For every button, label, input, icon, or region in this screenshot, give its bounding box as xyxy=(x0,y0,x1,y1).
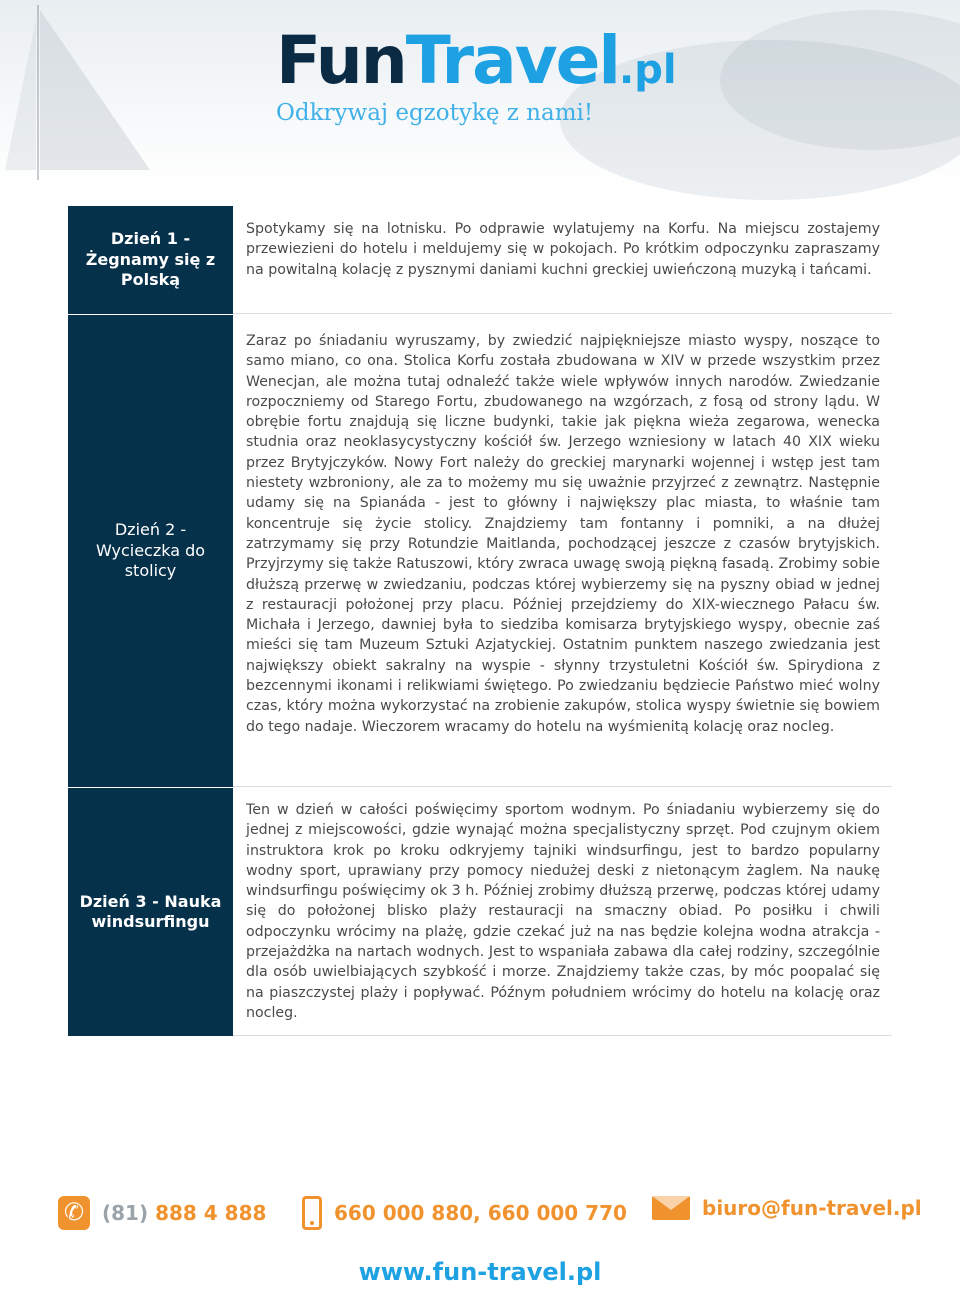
day-title: Dzień 2 - Wycieczka do stolicy xyxy=(68,315,233,787)
itinerary-row-day-2 xyxy=(68,314,892,787)
day-description xyxy=(233,315,892,787)
day-description-text: Ten w dzień w całości poświęcimy sportom wodnym. Po śniadaniu wybierzemy się do jednej z miejscowości, gdzie wynająć można specjalistyczny sprzęt. Pod czujnym okiem instruktora krok po kroku odkryjemy tajniki windsurfingu, jest to bardzo popularny wodny sport, uprawiany przy pomocy niedużej deski z nietonącym żaglem. Na naukę windsurfingu poświęcimy ok 3 h. Później zrobimy dłuższą przerwę, podczas której udamy się do położonej blisko plaży restauracji na smaczny obiad. Po posiłku i chwili odpoczynku wrócimy na plażę, gdzie czekać już na nas będzie kolejna wodna atrakcja - przejażdżka na nartach wodnych. Jest to wspaniała zabawa dla całej rodziny, szczególnie dla osób uwielbiających szybkość i morze. Znajdziemy także czas, by móc poopalać się na piaszczystej plaży i popływać. Późnym południem wrócimy do hotelu na kolację oraz nocleg. xyxy=(246,802,880,1021)
logo-fun: Fun xyxy=(276,22,406,99)
mobile-phone-icon xyxy=(302,1196,322,1230)
itinerary-row-day-3 xyxy=(68,787,892,1036)
contact-email[interactable] xyxy=(652,1196,922,1220)
itinerary-table xyxy=(68,206,892,1036)
contact-phone[interactable] xyxy=(58,1196,266,1230)
day-description xyxy=(233,788,892,1036)
day-description xyxy=(233,206,892,314)
day-description-text: Zaraz po śniadaniu wyruszamy, by zwiedzić najpiękniejsze miasto wyspy, noszące to samo miano, co ona. Stolica Korfu została zbudowana w XIV w przede wszystkim przez Wenecjan, ale można tutaj odnaleźć także wiele wpływów innych narodów. Zwiedzanie rozpoczniemy od Starego Fortu, zbudowanego na wzgórzach, z fosą od strony lądu. W obrębie fortu znajdują się liczne budynki, takie jak piękna wieża zegarowa, wenecka studnia oraz neoklasycystyczny kościół św. Jerzego wzniesiony w latach 40 XIX wieku przez Brytyjczyków. Nowy Fort należy do greckiej marynarki wojennej i wstęp jest tam niestety wzbroniony, ale za to możemy mu się uważnie przyjrzeć z zewnątrz. Następnie udamy się na Spianáda - jest to główny i największy plac miasta, to właśnie tam koncentruje się życie stolicy. Znajdziemy tam fontanny i pomniki, a na dłużej zatrzymamy się przy Rotundzie Maitlanda, pochodzącej jeszcze z czasów brytyjskich. Przyjrzymy się także Ratuszowi, który zwraca uwagę swoją piękną fasadą. Zrobimy sobie dłuższą przerwę w zwiedzaniu, podczas której wybierzemy się na pyszny obiad w jednej z restauracji położonej przy placu. Później przejdziemy do XIX-wiecznego Pałacu św. Michała i Jerzego, dawniej była to siedziba komisarza brytyjskiego wyspy, obecnie zaś mieści się tam Muzeum Sztuki Azjatyckiej. Ostatnim punktem naszego zwiedzania jest największy obiekt sakralny na wyspie - słynny trzystuletni Kościół św. Spirydiona z bezcennymi ikonami i relikwiami świętego. Po zwiedzaniu będziecie Państwo mieć wolny czas, który można wykorzystać na zrobienie zakupów, stolica wyspy świetnie się bowiem do tego nadaje. Wieczorem wracamy do hotelu na wyśmienitą kolację oraz nocleg. xyxy=(246,333,880,735)
brand-logo[interactable] xyxy=(276,22,677,99)
envelope-icon xyxy=(652,1196,690,1220)
day-title: Dzień 3 - Nauka windsurfingu xyxy=(68,788,233,1036)
logo-travel: Travel xyxy=(405,22,620,99)
phone-prefix: (81) xyxy=(102,1201,149,1225)
website-link[interactable]: www.fun-travel.pl xyxy=(358,1258,602,1286)
sailboat-illustration xyxy=(0,0,170,190)
day-title: Dzień 1 - Żegnamy się z Polską xyxy=(68,206,233,314)
itinerary-row-day-1 xyxy=(68,206,892,314)
mobile-numbers: 660 000 880, 660 000 770 xyxy=(334,1201,627,1225)
contact-mobile[interactable] xyxy=(302,1196,627,1230)
phone-number: 888 4 888 xyxy=(155,1201,267,1225)
phone-icon xyxy=(58,1196,90,1230)
tagline: Odkrywaj egzotykę z nami! xyxy=(276,100,594,126)
email-address: biuro@fun-travel.pl xyxy=(702,1196,922,1220)
day-description-text: Spotykamy się na lotnisku. Po odprawie wylatujemy na Korfu. Na miejscu zostajemy przewiezieni do hotelu i meldujemy się w pokojach. Po krótkim odpoczynku zapraszamy na powitalną kolację z pysznymi daniami kuchni greckiej uwieńczoną muzyką i tańcami. xyxy=(246,221,880,278)
logo-suffix: .pl xyxy=(619,47,677,93)
